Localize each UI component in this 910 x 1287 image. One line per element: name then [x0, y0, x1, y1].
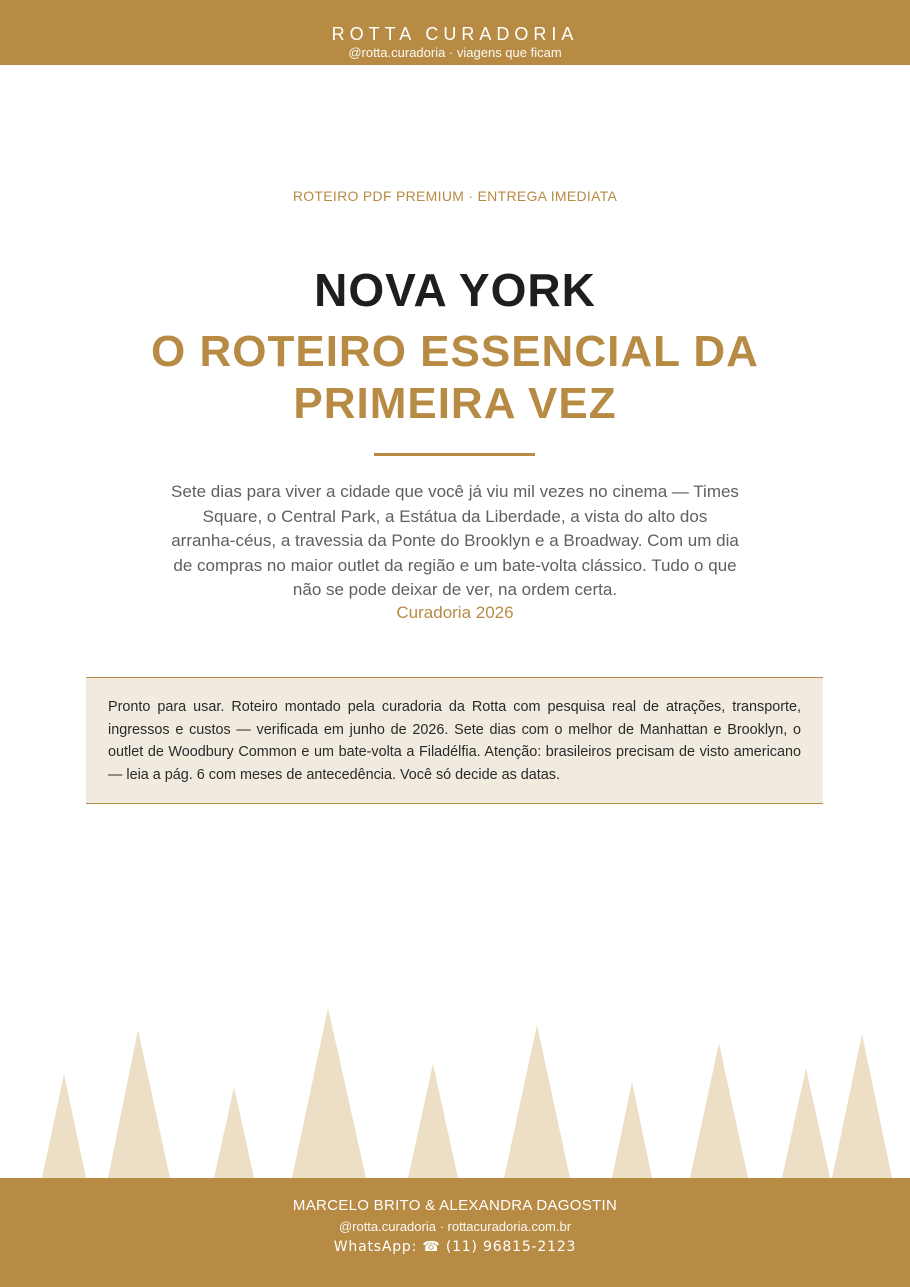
tree-7: [612, 1082, 652, 1178]
note-text: Pronto para usar. Roteiro montado pela curadoria da Rotta com pesquisa real de atrações, transporte, ingressos e custos — verificada em junho de 2026. Sete dias com o melhor de Manhattan e Brooklyn, o outlet de Woodbury Common e um bate-volta a Filadélfia. Atenção: brasileiros precisam de visto americano — leia a pág. 6 com meses de antecedência. Você só decide as datas.: [108, 699, 801, 783]
contact-links: @rotta.curadoria · rottacuradoria.com.br: [338, 1219, 572, 1234]
product-eyebrow: ROTEIRO PDF PREMIUM · ENTREGA IMEDIATA: [292, 188, 618, 204]
triangle-trees-decoration: [0, 1000, 910, 1180]
brand-name: ROTTA CURADORIA: [331, 24, 579, 44]
tree-1: [42, 1074, 86, 1178]
intro-paragraph: Sete dias para viver a cidade que você já viu mil vezes no cinema — Times Square, o Central Park, a Estátua da Liberdade, a vista do alto dos arranha-céus, a travessia da Ponte do Brooklyn e a Broadway. Com um dia de compras no maior outlet da região e um bate-volta clássico. Tudo o que não se pode deixar de ver, na ordem certa.: [171, 482, 739, 599]
title-divider: [374, 453, 535, 456]
tree-9: [782, 1068, 830, 1178]
ready-to-use-note: [86, 677, 823, 804]
page-subtitle: O ROTEIRO ESSENCIAL DA PRIMEIRA VEZ: [151, 327, 759, 428]
tree-2: [108, 1030, 170, 1178]
tree-5: [408, 1064, 458, 1178]
bottom-footer-band: [0, 1178, 910, 1287]
curation-year: Curadoria 2026: [396, 603, 514, 622]
author-names: MARCELO BRITO & ALEXANDRA DAGOSTIN: [292, 1197, 618, 1214]
whatsapp-contact: WhatsApp: ☎ (11) 96815-2123: [333, 1239, 577, 1255]
top-header-band: [0, 0, 910, 65]
tree-10: [832, 1034, 892, 1178]
tree-4: [292, 1008, 366, 1178]
brand-tagline: @rotta.curadoria · viagens que ficam: [348, 45, 562, 60]
tree-3: [214, 1087, 254, 1178]
page-title: NOVA YORK: [314, 264, 596, 316]
tree-6: [504, 1025, 570, 1178]
tree-8: [690, 1043, 748, 1178]
